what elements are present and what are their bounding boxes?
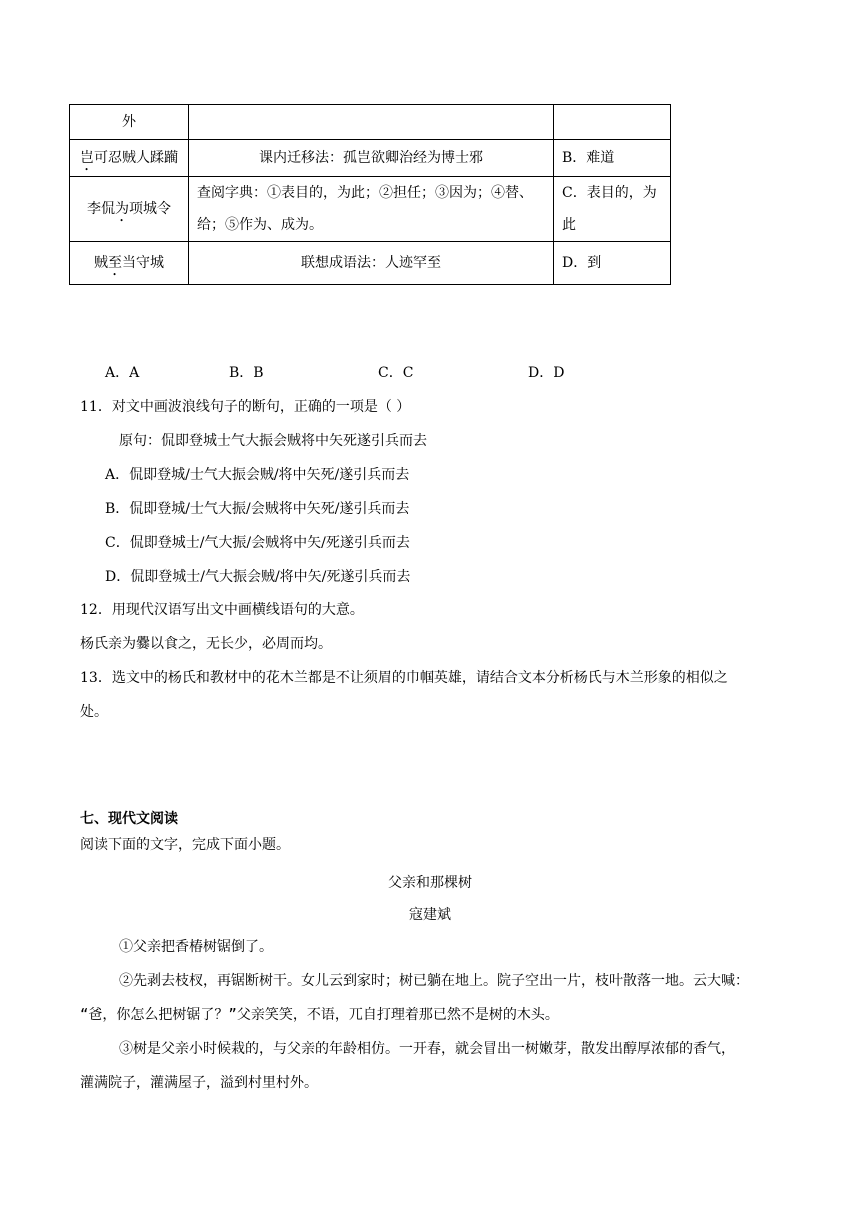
table-cell-method: 课内迁移法：孤岂欲卿治经为博士邪	[189, 140, 554, 177]
table-row	[70, 140, 671, 177]
q13-stem-cont: 处。	[80, 704, 108, 720]
table-row	[70, 242, 671, 285]
table-cell-method: 联想成语法：人迹罕至	[189, 242, 554, 285]
paragraph-2-cont: “爸，你怎么把树锯了？”父亲笑笑，不语，兀自打理着那已然不是树的木头。	[80, 1007, 559, 1023]
table-row	[70, 177, 671, 242]
q11-option-d: D．侃即登城士/气大振会贼/将中矢/死遂引兵而去	[105, 569, 411, 585]
q11-option-b: B．侃即登城/士气大振/会贼将中矢死/遂引兵而去	[105, 501, 410, 517]
option-d: D．D	[528, 365, 565, 381]
emphasis-char: 为	[115, 201, 129, 217]
q11-original: 原句：侃即登城士气大振会贼将中矢死遂引兵而去	[119, 433, 427, 449]
q12-sentence: 杨氏亲为爨以食之，无长少，必周而均。	[80, 636, 332, 652]
q13-stem: 13．选文中的杨氏和教材中的花木兰都是不让须眉的巾帼英雄，请结合文本分析杨氏与木兰形象的相似之	[80, 670, 728, 686]
table-cell-answer: B．难道	[554, 140, 671, 177]
table-cell-method: 查阅字典：①表目的，为此；②担任；③因为；④替、给；⑤作为、成为。	[189, 177, 554, 242]
emphasis-char: 至	[108, 255, 122, 271]
paragraph-3-cont: 灌满院子，灌满屋子，溢到村里村外。	[80, 1075, 318, 1091]
emphasis-char: 岂	[80, 150, 94, 166]
q12-stem: 12．用现代汉语写出文中画横线语句的大意。	[80, 602, 364, 618]
table-row	[70, 105, 671, 140]
section-heading: 七、现代文阅读	[80, 811, 178, 827]
table-cell-answer: C．表目的，为此	[554, 177, 671, 242]
paragraph-2: ②先剥去枝杈，再锯断树干。女儿云到家时；树已躺在地上。院子空出一片，枝叶散落一地。云大喊：	[119, 973, 749, 989]
option-b: B．B	[229, 365, 264, 381]
paragraph-1: ①父亲把香椿树锯倒了。	[119, 939, 273, 955]
article-author: 寇建斌	[409, 907, 451, 923]
table-cell-answer	[554, 105, 671, 140]
table-cell-word: 贼至当守城	[70, 242, 189, 285]
vocab-table	[69, 104, 671, 285]
table-cell-answer: D．到	[554, 242, 671, 285]
paragraph-3: ③树是父亲小时候栽的，与父亲的年龄相仿。一开春，就会冒出一树嫩芽，散发出醇厚浓郁的香气，	[119, 1041, 735, 1057]
section-instruction: 阅读下面的文字，完成下面小题。	[80, 837, 290, 853]
q10-options	[0, 364, 860, 382]
q11-option-c: C．侃即登城士/气大振/会贼将中矢/死遂引兵而去	[105, 535, 410, 551]
q11-stem: 11．对文中画波浪线句子的断句，正确的一项是（ ）	[80, 399, 411, 415]
table-cell-method	[189, 105, 554, 140]
table-cell-word: 岂可忍贼人蹂躏	[70, 140, 189, 177]
table-cell-word: 外	[70, 105, 189, 140]
option-c: C．C	[378, 365, 414, 381]
article-title: 父亲和那棵树	[388, 875, 472, 891]
q11-option-a: A．侃即登城/士气大振会贼/将中矢死/遂引兵而去	[105, 467, 410, 483]
option-a: A．A	[105, 365, 140, 381]
table-cell-word: 李侃为项城令	[70, 177, 189, 242]
